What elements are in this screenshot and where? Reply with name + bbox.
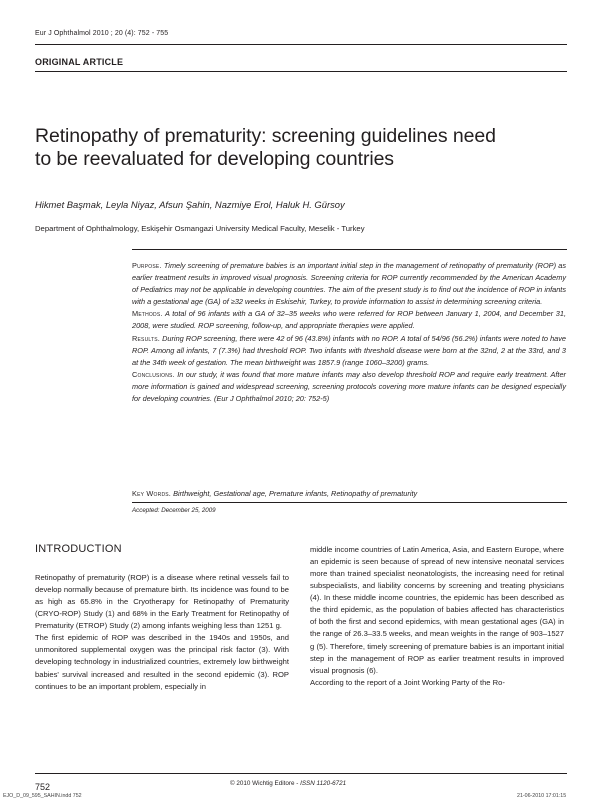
title-line-2: to be reevaluated for developing countries — [35, 148, 394, 170]
abstract-purpose — [132, 260, 566, 308]
abstract-conclusions — [132, 369, 566, 405]
introduction-heading: INTRODUCTION — [35, 543, 122, 555]
conclusions-text: In our study, it was found that more mature infants may also develop threshold ROP and require early treatment. After more information is gained and widespread screening, screening protocols covering more mature infants can be designed especially for developing countries. (Eur J Ophthalmol 2010; 20: 752-5) — [132, 369, 566, 404]
section-rule — [35, 71, 567, 72]
file-slug: EJO_D_09_595_SAHIN.indd 752 — [3, 793, 82, 799]
print-date: 21-06-2010 17:01:15 — [517, 793, 567, 799]
abstract-results — [132, 333, 566, 369]
abstract — [132, 260, 566, 405]
body-paragraph: Retinopathy of prematurity (ROP) is a disease where retinal vessels fail to develop normally because of premature birth. Its incidence was found to be as high as 65.8% in the Cryotherapy for Retinopathy of Prematurity (CRYO-ROP) Study (1) and 68% in the Early Treatment for Retinopathy of Prematurity (ETROP) Study (2) among infants weighing less than 1251 g. — [35, 573, 289, 631]
copyright-line — [230, 780, 346, 787]
methods-label: Methods. — [132, 309, 163, 319]
page-number: 752 — [35, 782, 51, 792]
issn-text: ISSN 1120-6721 — [300, 780, 347, 787]
accepted-date: Accepted: December 25, 2009 — [132, 507, 216, 514]
author-list: Hikmet Başmak, Leyla Niyaz, Afsun Şahin, Nazmiye Erol, Haluk H. Gürsoy — [35, 199, 345, 210]
title-line-1: Retinopathy of prematurity: screening guidelines need — [35, 125, 496, 147]
header-rule — [35, 44, 567, 45]
results-text: During ROP screening, there were 42 of 96 (43.8%) infants with no ROP. A total of 54/96 (56.2%) infants were noted to have ROP. Among all infants, 7 (7.3%) had threshold ROP. Two infants with threshold disease were born at the 32nd, 2 at the 33rd, and 3 at the 34th week of gestation. The mean birthweight was 1857.9 (range 1060–3200) grams. — [132, 333, 566, 367]
keywords-label: Key Words. — [132, 489, 172, 498]
body-column-left — [35, 572, 289, 693]
methods-text: A total of 96 infants with a GA of 32–35 weeks who were referred for ROP between January 1, 2004, and December 31, 2008, were studied. ROP screening, follow-up, and appropriate therapies were applied. — [132, 309, 566, 331]
article-title — [35, 125, 570, 171]
conclusions-label: Conclusions. — [132, 369, 175, 379]
purpose-label: Purpose. — [132, 261, 162, 270]
abstract-rule — [132, 249, 567, 250]
keywords-rule — [132, 502, 567, 503]
keywords-text: Birthweight, Gestational age, Premature infants, Retinopathy of prematurity — [171, 489, 418, 498]
keywords — [132, 489, 566, 498]
affiliation: Department of Ophthalmology, Eskişehir Osmangazi University Medical Faculty, Meselik - Turkey — [35, 224, 365, 233]
footer-rule — [35, 773, 567, 774]
purpose-text: Timely screening of premature babies is an important initial step in the management of retinopathy of prematurity (ROP) as earlier treatment results in improved visual prognosis. Screening criteria for ROP currently recommended by the American Academy of Pediatrics may not be applicable in developing countries. The aim of the present study is to find out the incidence of ROP in infants with a gestational age (GA) of ≥32 weeks in Eskisehir, Turkey, to provide information to assist in determining screening criteria. — [132, 261, 566, 307]
body-paragraph: According to the report of a Joint Working Party of the Ro- — [310, 677, 505, 687]
abstract-methods — [132, 308, 566, 332]
section-label: ORIGINAL ARTICLE — [35, 57, 124, 67]
body-paragraph: The first epidemic of ROP was described in the 1940s and 1950s, and unmonitored supplemental oxygen was the principal risk factor (3). With developing technology in industrialized countries, extremely low birthweight babies' survival increased and resulted in the second epidemic (3). ROP continues to be an important problem, especially in — [35, 633, 289, 691]
copyright-text: © 2010 Wichtig Editore - — [230, 780, 301, 787]
results-label: Results. — [132, 333, 161, 343]
body-paragraph: middle income countries of Latin America, Asia, and Eastern Europe, where an epidemic is seen because of spread of new intensive neonatal services more than trained specialist neonatologists, the increasing need for retinal subspecialists, and liability concerns by screening and treating physicians (4). In these middle income countries, the epidemic has been described as the third epidemic, as the population of babies affected has characteristics of both the first and second epidemics, with mean gestational ages (GA) in the range of 26.3–33.5 weeks, and mean weights in the range of 903–1527 g (5). Therefore, timely screening of premature babies is an important initial step in the management of ROP as earlier treatment results in improved visual prognosis (6). — [310, 545, 564, 675]
body-column-right — [310, 544, 564, 689]
journal-reference: Eur J Ophthalmol 2010 ; 20 (4): 752 - 755 — [35, 30, 169, 37]
